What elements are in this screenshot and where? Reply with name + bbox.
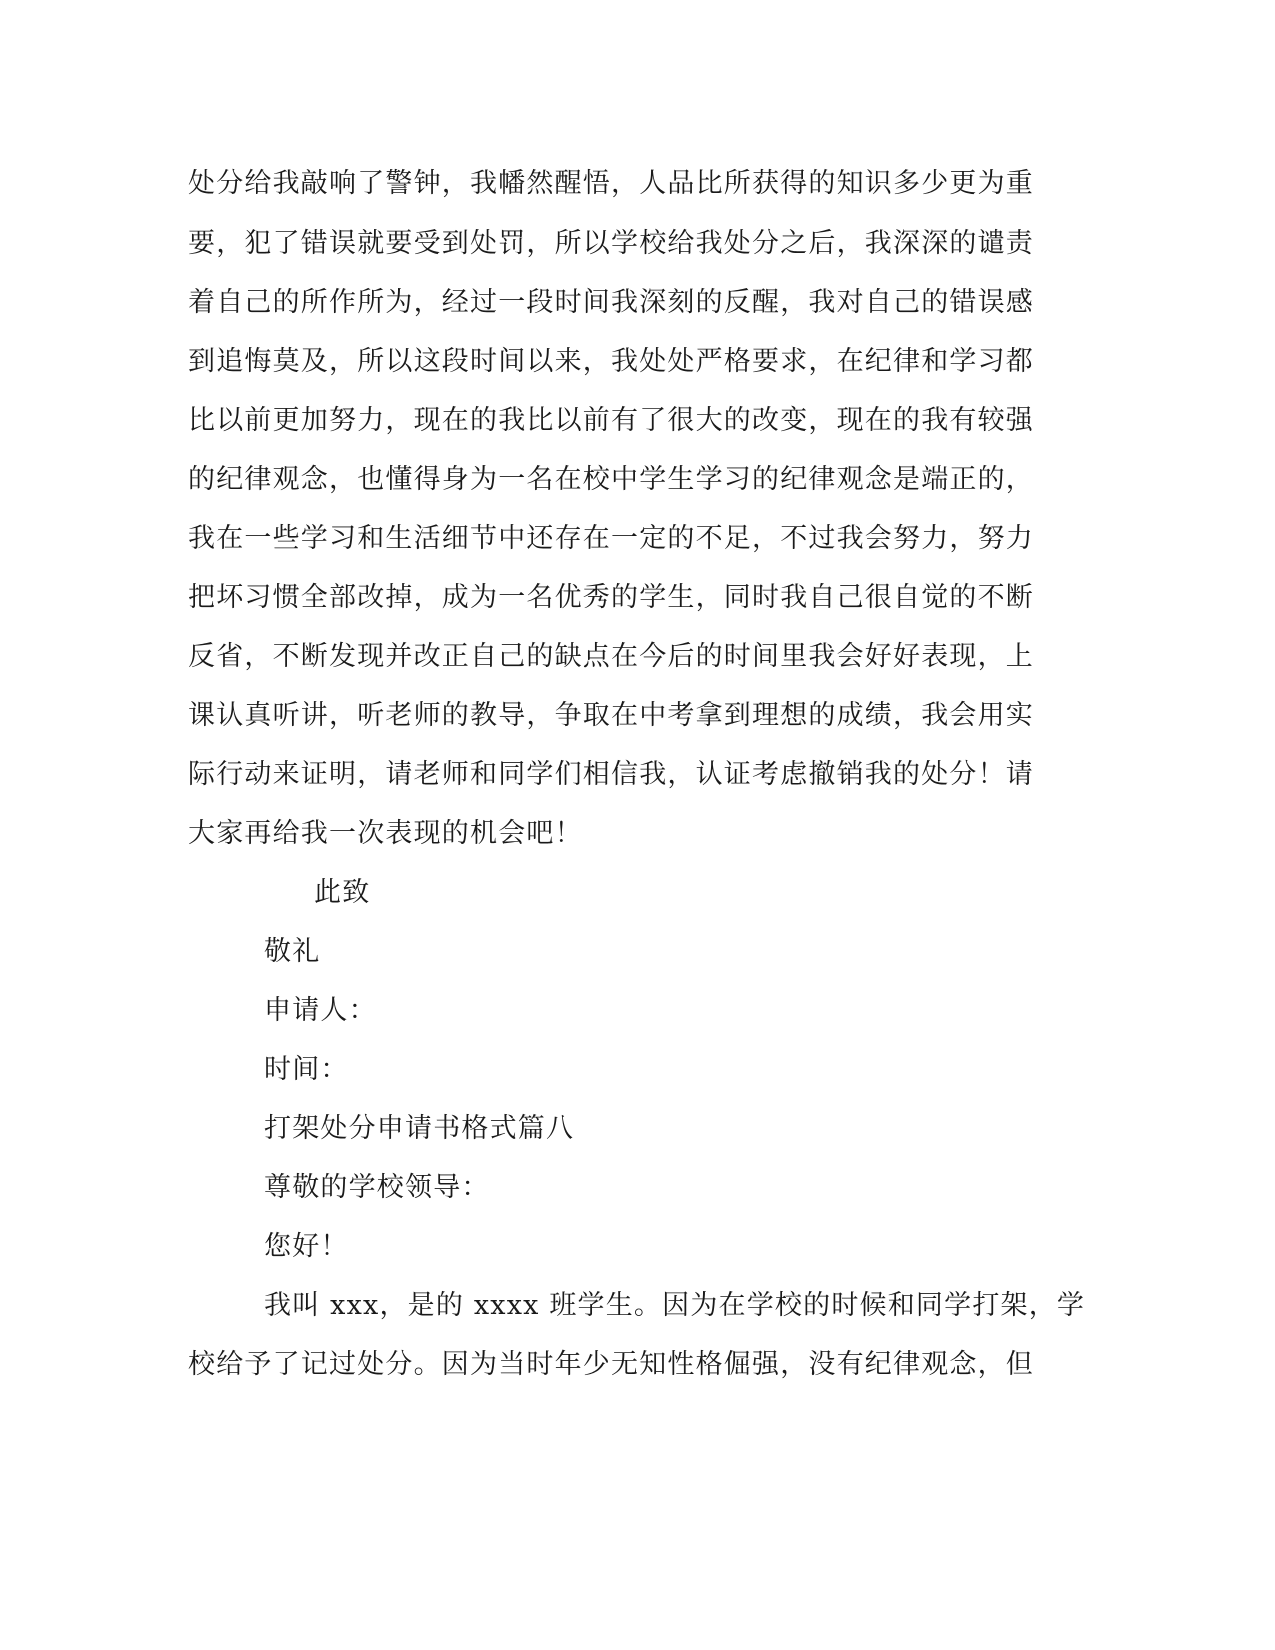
body-text-line: 到追悔莫及，所以这段时间以来，我处处严格要求，在纪律和学习都: [188, 346, 1034, 377]
body-text-line: 我叫 xxx，是的 xxxx 班学生。因为在学校的时候和同学打架，学: [264, 1290, 1086, 1321]
body-text-line: 比以前更加努力，现在的我比以前有了很大的改变，现在的我有较强: [188, 405, 1034, 436]
time-label: 时间：: [264, 1054, 349, 1085]
body-text-line: 大家再给我一次表现的机会吧！: [188, 818, 583, 849]
body-text-line: 着自己的所作所为，经过一段时间我深刻的反醒，我对自己的错误感: [188, 287, 1034, 318]
body-text-line: 我在一些学习和生活细节中还存在一定的不足，不过我会努力，努力: [188, 523, 1034, 554]
body-text-line: 校给予了记过处分。因为当时年少无知性格倔强，没有纪律观念，但: [188, 1349, 1034, 1380]
closing-text: 此致: [314, 877, 371, 908]
greeting-text: 尊敬的学校领导：: [264, 1172, 490, 1203]
body-text-line: 要，犯了错误就要受到处罚，所以学校给我处分之后，我深深的谴责: [188, 228, 1034, 259]
body-text-line: 的纪律观念，也懂得身为一名在校中学生学习的纪律观念是端正的，: [188, 464, 1034, 495]
body-text-line: 把坏习惯全部改掉，成为一名优秀的学生，同时我自己很自觉的不断: [188, 582, 1034, 613]
body-text-line: 际行动来证明，请老师和同学们相信我，认证考虑撤销我的处分！请: [188, 759, 1034, 790]
body-text-line: 课认真听讲，听老师的教导，争取在中考拿到理想的成绩，我会用实: [188, 700, 1034, 731]
salute-text: 敬礼: [264, 936, 321, 967]
section-title: 打架处分申请书格式篇八: [264, 1113, 575, 1144]
applicant-label: 申请人：: [264, 995, 377, 1026]
body-text-line: 反省，不断发现并改正自己的缺点在今后的时间里我会好好表现，上: [188, 641, 1034, 672]
hello-text: 您好！: [264, 1231, 349, 1262]
body-text-line: 处分给我敲响了警钟，我幡然醒悟，人品比所获得的知识多少更为重: [188, 168, 1034, 199]
